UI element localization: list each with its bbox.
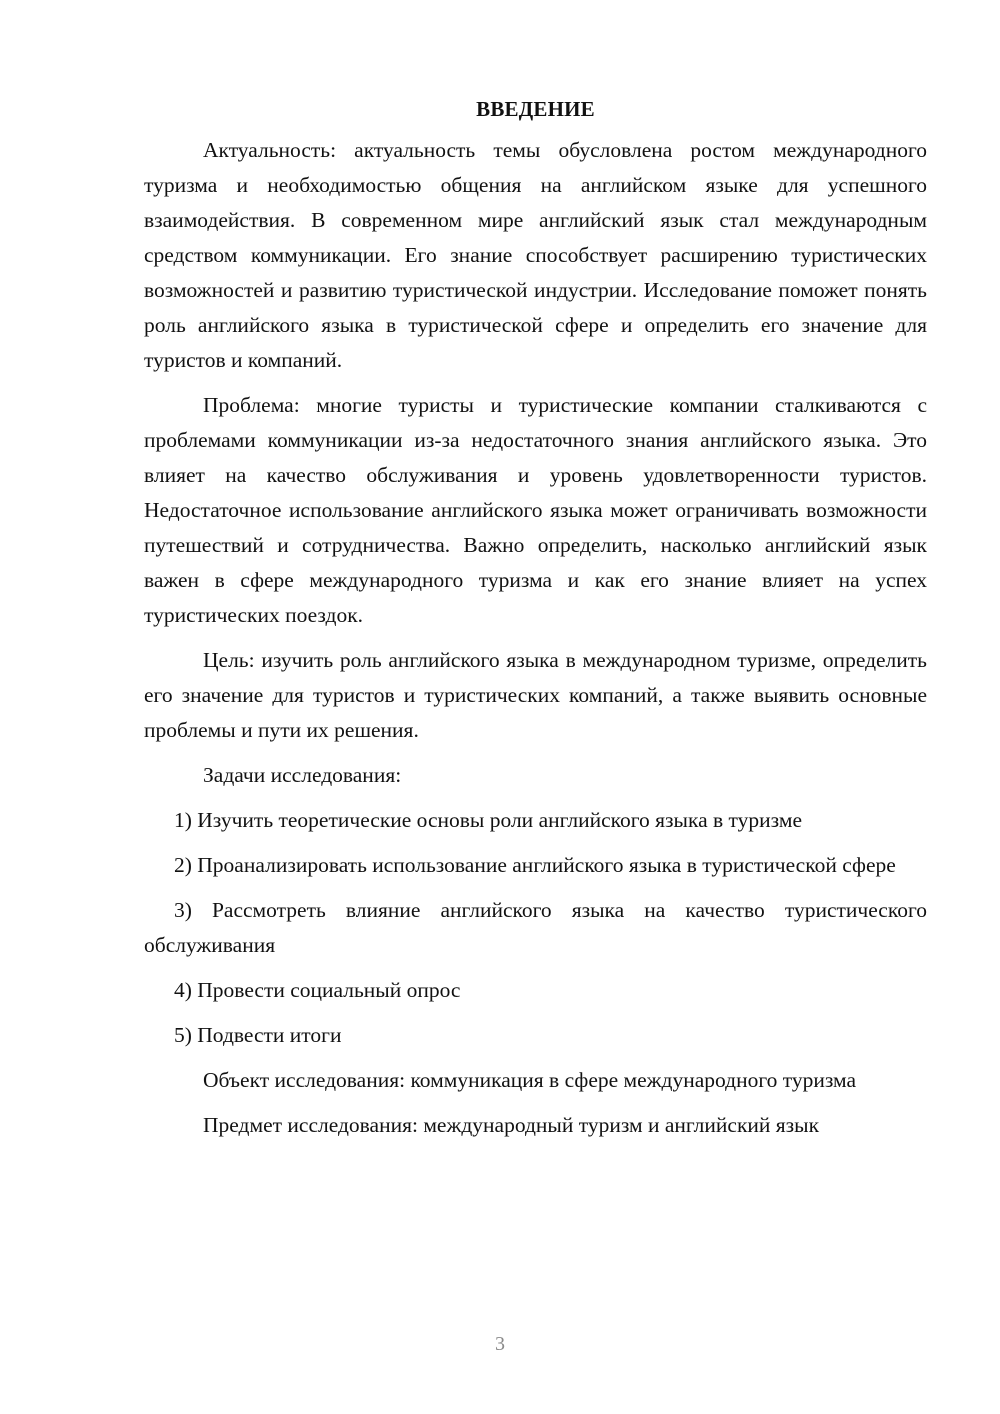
paragraph-problem: Проблема: многие туристы и туристические компании сталкиваются с проблемами коммуникации из-за недостаточного знания английского языка. Это влияет на качество обслуживания и уровень удовлетворенности туристов. Недостаточное использование английского языка может ограничивать возможности путешествий и сотрудничества. Важно определить, насколько английский язык важен в сфере международного туризма и как его знание влияет на успех туристических поездок. bbox=[144, 393, 927, 627]
task-item-1: 1) Изучить теоретические основы роли английского языка в туризме bbox=[174, 808, 802, 832]
task-item-4: 4) Провести социальный опрос bbox=[174, 978, 461, 1002]
task-item-3: 3) Рассмотреть влияние английского языка на качество туристического обслуживания bbox=[144, 898, 927, 957]
paragraph-subject: Предмет исследования: международный туризм и английский язык bbox=[203, 1113, 820, 1137]
paragraph-object: Объект исследования: коммуникация в сфере международного туризма bbox=[203, 1068, 857, 1092]
task-item-2: 2) Проанализировать использование английского языка в туристической сфере bbox=[174, 853, 896, 877]
page-number: 3 bbox=[495, 1333, 505, 1355]
page-content bbox=[144, 92, 927, 1143]
paragraph-goal: Цель: изучить роль английского языка в международном туризме, определить его значение для туристов и туристических компаний, а также выявить основные проблемы и пути их решения. bbox=[144, 648, 927, 742]
section-title: ВВЕДЕНИЕ bbox=[476, 97, 595, 121]
paragraph-relevance: Актуальность: актуальность темы обусловлена ростом международного туризма и необходимостью общения на английском языке для успешного взаимодействия. В современном мире английский язык стал международным средством коммуникации. Его знание способствует расширению туристических возможностей и развитию туристической индустрии. Исследование поможет понять роль английского языка в туристической сфере и определить его значение для туристов и компаний. bbox=[144, 138, 927, 372]
task-item-5: 5) Подвести итоги bbox=[174, 1023, 342, 1047]
paragraph-tasks-heading: Задачи исследования: bbox=[203, 763, 402, 787]
